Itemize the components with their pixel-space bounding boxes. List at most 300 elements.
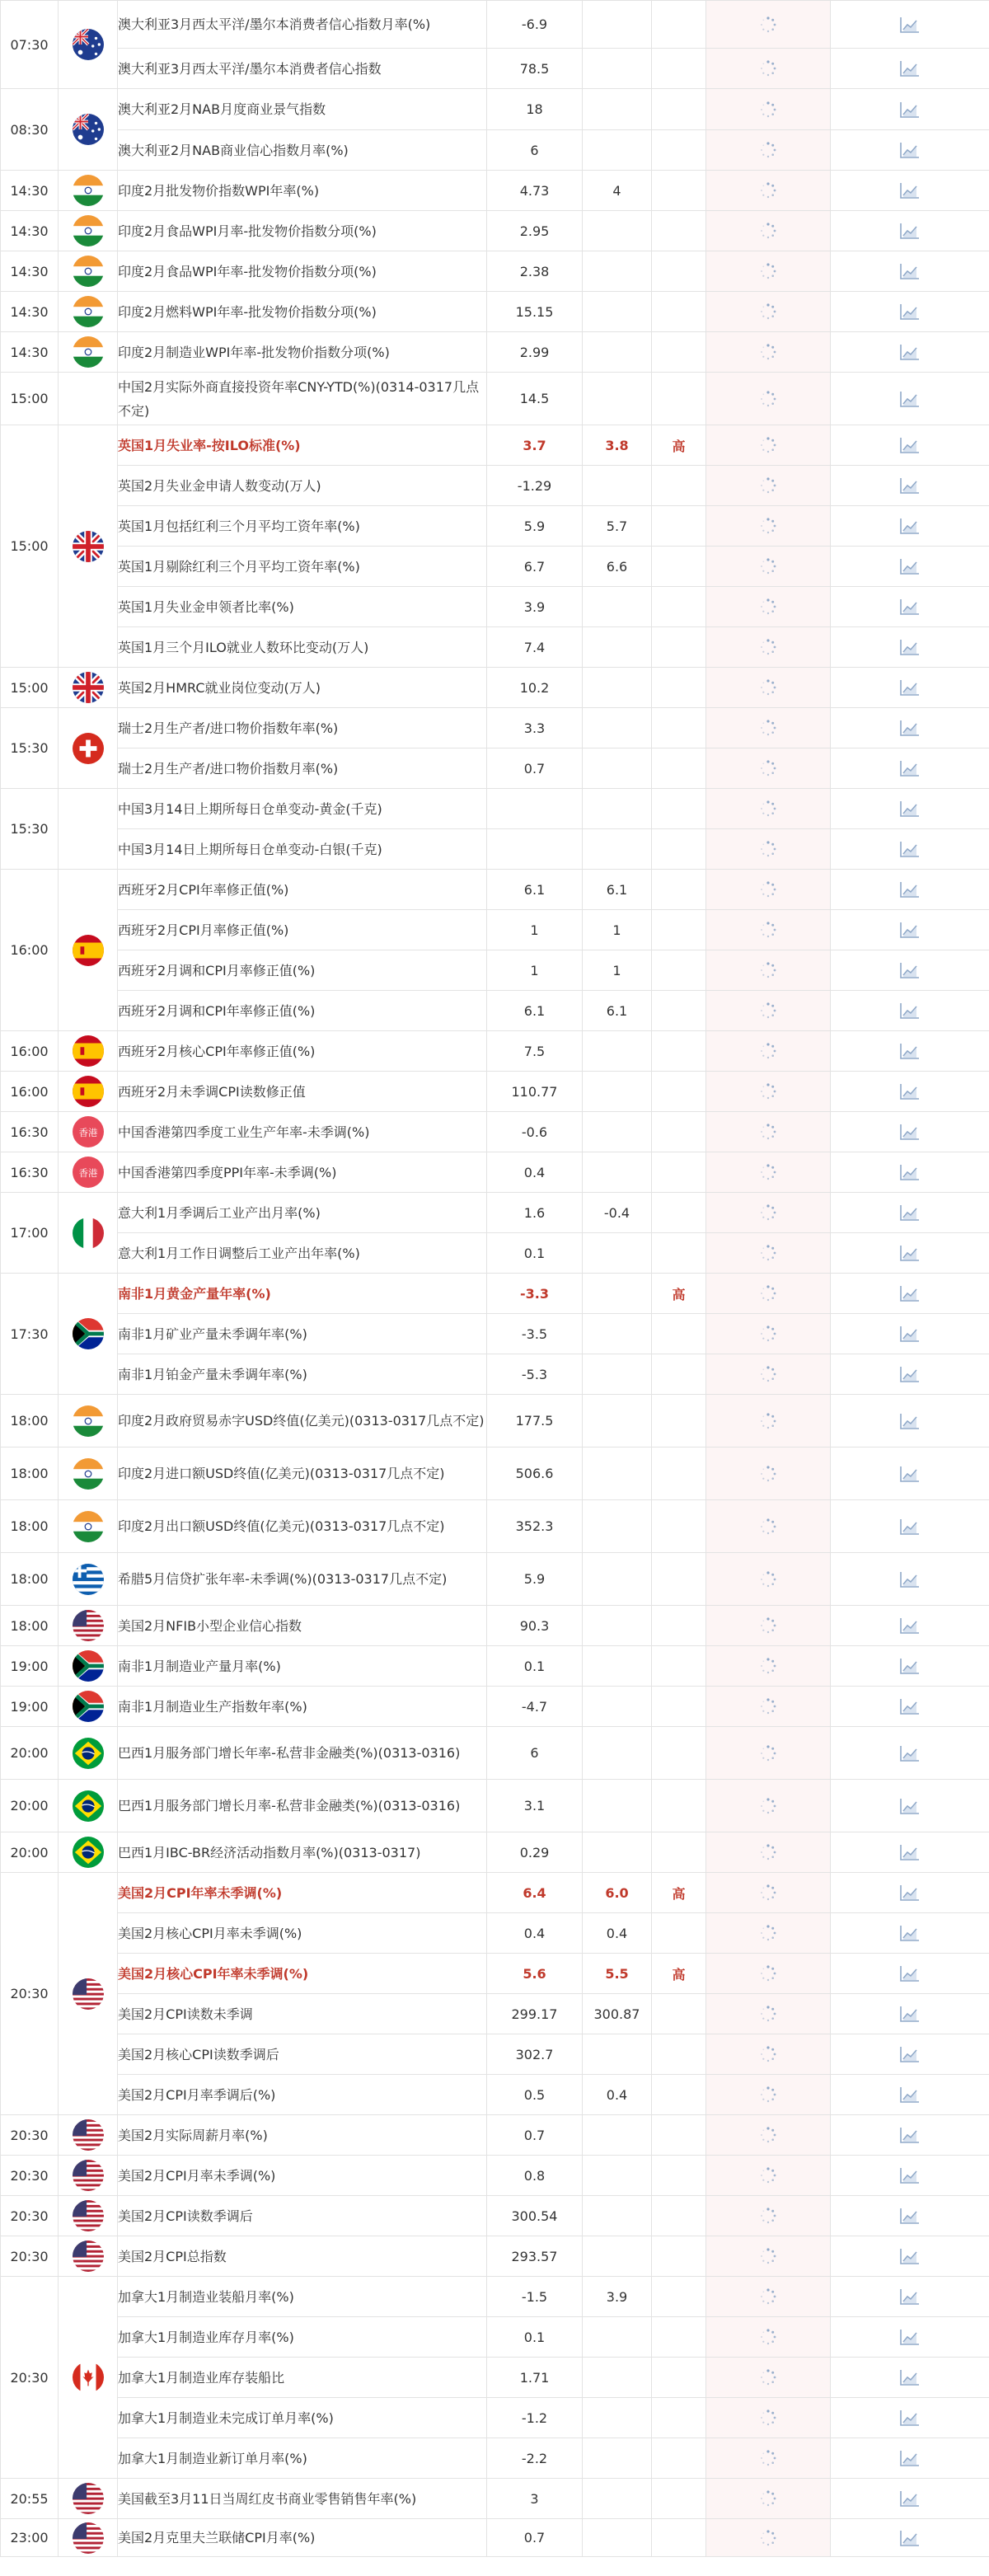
forecast-value xyxy=(583,2196,652,2236)
calendar-row xyxy=(1,1031,989,1072)
calendar-row xyxy=(1,2196,989,2236)
chart-icon[interactable] xyxy=(899,1518,921,1535)
forecast-value xyxy=(583,1152,652,1193)
country-flag-cell xyxy=(59,2196,118,2236)
country-flag-cell xyxy=(59,789,118,870)
importance-badge xyxy=(652,1152,706,1193)
australia-flag-icon xyxy=(73,114,104,145)
event-name: 南非1月黄金产量年率(%) xyxy=(118,1274,487,1314)
forecast-value xyxy=(583,1832,652,1873)
chart-icon[interactable] xyxy=(899,1617,921,1634)
chart-icon[interactable] xyxy=(899,2248,921,2264)
actual-value-cell xyxy=(706,2317,831,2358)
actual-value-cell xyxy=(706,2034,831,2075)
calendar-row xyxy=(1,1873,989,1913)
event-name: 英国1月剔除红利三个月平均工资年率(%) xyxy=(118,547,487,587)
forecast-value: 1 xyxy=(583,910,652,950)
chart-icon[interactable] xyxy=(899,922,921,938)
calendar-row xyxy=(1,2236,989,2277)
event-name: 美国2月CPI读数未季调 xyxy=(118,1994,487,2034)
chart-icon[interactable] xyxy=(899,182,921,199)
forecast-value xyxy=(583,2317,652,2358)
chart-icon[interactable] xyxy=(899,2490,921,2507)
calendar-row xyxy=(1,1233,989,1274)
event-name: 印度2月食品WPI月率-批发物价指数分项(%) xyxy=(118,211,487,251)
previous-value: -5.3 xyxy=(487,1354,583,1395)
event-name: 英国1月失业金申领者比率(%) xyxy=(118,587,487,627)
previous-value: -3.3 xyxy=(487,1274,583,1314)
chart-icon[interactable] xyxy=(899,1658,921,1674)
previous-value: 3.7 xyxy=(487,425,583,466)
chart-icon[interactable] xyxy=(899,1571,921,1588)
event-name: 南非1月制造业生产指数年率(%) xyxy=(118,1687,487,1727)
country-flag-cell xyxy=(59,1395,118,1448)
hong-kong-flag-icon xyxy=(73,1157,104,1188)
chart-icon[interactable] xyxy=(899,2450,921,2466)
chart-icon[interactable] xyxy=(899,16,921,33)
event-name: 南非1月铂金产量未季调年率(%) xyxy=(118,1354,487,1395)
calendar-row xyxy=(1,748,989,789)
forecast-value: 300.87 xyxy=(583,1994,652,2034)
importance-badge xyxy=(652,2438,706,2479)
chart-cell xyxy=(831,1314,989,1354)
forecast-value: 6.6 xyxy=(583,547,652,587)
importance-badge xyxy=(652,1727,706,1780)
country-flag-cell xyxy=(59,708,118,789)
actual-value-cell xyxy=(706,910,831,950)
chart-icon[interactable] xyxy=(899,518,921,534)
importance-badge xyxy=(652,2156,706,2196)
chart-icon[interactable] xyxy=(899,2086,921,2103)
actual-value-cell xyxy=(706,2398,831,2438)
actual-value-cell xyxy=(706,2358,831,2398)
loading-spinner-icon xyxy=(759,2086,777,2103)
event-name: 西班牙2月调和CPI月率修正值(%) xyxy=(118,950,487,991)
loading-spinner-icon xyxy=(759,1285,777,1302)
country-flag-cell xyxy=(59,2277,118,2479)
event-time: 20:30 xyxy=(1,1873,59,2115)
actual-value-cell xyxy=(706,668,831,708)
event-time: 14:30 xyxy=(1,332,59,373)
calendar-row xyxy=(1,130,989,171)
chart-icon[interactable] xyxy=(899,1326,921,1342)
chart-icon[interactable] xyxy=(899,2329,921,2345)
event-name: 西班牙2月核心CPI年率修正值(%) xyxy=(118,1031,487,1072)
chart-icon[interactable] xyxy=(899,639,921,655)
chart-cell xyxy=(831,130,989,171)
loading-spinner-icon xyxy=(759,2127,777,2143)
event-name: 西班牙2月CPI月率修正值(%) xyxy=(118,910,487,950)
chart-icon[interactable] xyxy=(899,1164,921,1180)
forecast-value xyxy=(583,1,652,49)
usa-flag-icon xyxy=(73,1610,104,1641)
importance-badge xyxy=(652,910,706,950)
actual-value-cell xyxy=(706,708,831,748)
loading-spinner-icon xyxy=(759,1245,777,1261)
loading-spinner-icon xyxy=(759,800,777,817)
chart-icon[interactable] xyxy=(899,1745,921,1762)
loading-spinner-icon xyxy=(759,101,777,118)
forecast-value xyxy=(583,627,652,668)
calendar-row xyxy=(1,668,989,708)
event-name: 巴西1月IBC-BR经济活动指数月率(%)(0313-0317) xyxy=(118,1832,487,1873)
chart-icon[interactable] xyxy=(899,1083,921,1100)
chart-icon[interactable] xyxy=(899,1285,921,1302)
loading-spinner-icon xyxy=(759,1698,777,1715)
loading-spinner-icon xyxy=(759,922,777,938)
chart-icon[interactable] xyxy=(899,2409,921,2426)
india-flag-icon xyxy=(73,256,104,287)
actual-value-cell xyxy=(706,1233,831,1274)
importance-badge xyxy=(652,748,706,789)
india-flag-icon xyxy=(73,1405,104,1437)
chart-icon[interactable] xyxy=(899,1466,921,1482)
event-time: 15:30 xyxy=(1,708,59,789)
chart-cell xyxy=(831,910,989,950)
chart-icon[interactable] xyxy=(899,1844,921,1860)
calendar-row xyxy=(1,1152,989,1193)
chart-icon[interactable] xyxy=(899,1798,921,1814)
loading-spinner-icon xyxy=(759,558,777,575)
actual-value-cell xyxy=(706,789,831,829)
event-name: 英国1月三个月ILO就业人数环比变动(万人) xyxy=(118,627,487,668)
actual-value-cell xyxy=(706,1,831,49)
previous-value: 0.7 xyxy=(487,2519,583,2557)
importance-badge xyxy=(652,1687,706,1727)
event-name: 中国香港第四季度工业生产年率-未季调(%) xyxy=(118,1112,487,1152)
chart-icon[interactable] xyxy=(899,1245,921,1261)
importance-badge xyxy=(652,2519,706,2557)
importance-badge xyxy=(652,2358,706,2398)
country-flag-cell xyxy=(59,1072,118,1112)
chart-cell xyxy=(831,829,989,870)
actual-value-cell xyxy=(706,950,831,991)
previous-value: 0.8 xyxy=(487,2156,583,2196)
event-name: 美国2月CPI读数季调后 xyxy=(118,2196,487,2236)
importance-badge xyxy=(652,1994,706,2034)
chart-cell xyxy=(831,2358,989,2398)
chart-icon[interactable] xyxy=(899,679,921,696)
actual-value-cell xyxy=(706,1994,831,2034)
italy-flag-icon xyxy=(73,1218,104,1249)
forecast-value: 5.7 xyxy=(583,506,652,547)
calendar-row xyxy=(1,2479,989,2519)
actual-value-cell xyxy=(706,2196,831,2236)
chart-icon[interactable] xyxy=(899,1366,921,1382)
chart-cell xyxy=(831,2236,989,2277)
event-name: 印度2月制造业WPI年率-批发物价指数分项(%) xyxy=(118,332,487,373)
chart-cell xyxy=(831,1954,989,1994)
calendar-row xyxy=(1,1314,989,1354)
actual-value-cell xyxy=(706,506,831,547)
importance-badge xyxy=(652,2317,706,2358)
country-flag-cell xyxy=(59,1112,118,1152)
loading-spinner-icon xyxy=(759,437,777,453)
previous-value: 352.3 xyxy=(487,1500,583,1553)
chart-icon[interactable] xyxy=(899,2288,921,2305)
india-flag-icon xyxy=(73,296,104,327)
chart-cell xyxy=(831,1994,989,2034)
svg-text:香港: 香港 xyxy=(78,1166,97,1179)
importance-badge xyxy=(652,668,706,708)
usa-flag-icon xyxy=(73,1978,104,2010)
importance-badge xyxy=(652,1112,706,1152)
importance-badge xyxy=(652,89,706,130)
forecast-value xyxy=(583,332,652,373)
importance-badge xyxy=(652,49,706,89)
chart-icon[interactable] xyxy=(899,841,921,857)
chart-icon[interactable] xyxy=(899,1884,921,1901)
chart-icon[interactable] xyxy=(899,1965,921,1982)
previous-value: 302.7 xyxy=(487,2034,583,2075)
forecast-value: 0.4 xyxy=(583,1913,652,1954)
chart-cell xyxy=(831,1448,989,1500)
previous-value: 90.3 xyxy=(487,1606,583,1646)
event-time: 20:00 xyxy=(1,1727,59,1780)
forecast-value xyxy=(583,1727,652,1780)
chart-icon[interactable] xyxy=(899,760,921,777)
calendar-row xyxy=(1,1606,989,1646)
chart-icon[interactable] xyxy=(899,263,921,279)
event-time: 20:30 xyxy=(1,2236,59,2277)
calendar-row xyxy=(1,89,989,130)
chart-icon[interactable] xyxy=(899,303,921,320)
country-flag-cell xyxy=(59,292,118,332)
chart-icon[interactable] xyxy=(899,437,921,453)
usa-flag-icon xyxy=(73,2119,104,2151)
chart-icon[interactable] xyxy=(899,477,921,494)
importance-badge xyxy=(652,1553,706,1606)
forecast-value xyxy=(583,1500,652,1553)
chart-icon[interactable] xyxy=(899,1124,921,1140)
chart-cell xyxy=(831,789,989,829)
actual-value-cell xyxy=(706,991,831,1031)
chart-cell xyxy=(831,668,989,708)
event-time: 14:30 xyxy=(1,251,59,292)
chart-icon[interactable] xyxy=(899,598,921,615)
loading-spinner-icon xyxy=(759,1571,777,1588)
chart-icon[interactable] xyxy=(899,2046,921,2062)
previous-value: 300.54 xyxy=(487,2196,583,2236)
loading-spinner-icon xyxy=(759,1617,777,1634)
india-flag-icon xyxy=(73,215,104,246)
calendar-row xyxy=(1,789,989,829)
event-time: 15:00 xyxy=(1,668,59,708)
forecast-value xyxy=(583,1395,652,1448)
event-name: 印度2月出口额USD终值(亿美元)(0313-0317几点不定) xyxy=(118,1500,487,1553)
chart-icon[interactable] xyxy=(899,558,921,575)
country-flag-cell xyxy=(59,1031,118,1072)
calendar-row xyxy=(1,1553,989,1606)
event-time: 18:00 xyxy=(1,1606,59,1646)
event-time: 17:00 xyxy=(1,1193,59,1274)
calendar-row xyxy=(1,1994,989,2034)
forecast-value: 6.1 xyxy=(583,870,652,910)
chart-icon[interactable] xyxy=(899,1698,921,1715)
event-time: 15:00 xyxy=(1,373,59,425)
chart-icon[interactable] xyxy=(899,720,921,736)
forecast-value xyxy=(583,1606,652,1646)
loading-spinner-icon xyxy=(759,182,777,199)
actual-value-cell xyxy=(706,466,831,506)
event-time: 19:00 xyxy=(1,1687,59,1727)
previous-value: 15.15 xyxy=(487,292,583,332)
event-name: 瑞士2月生产者/进口物价指数月率(%) xyxy=(118,748,487,789)
spain-flag-icon xyxy=(73,1035,104,1067)
chart-icon[interactable] xyxy=(899,60,921,77)
forecast-value xyxy=(583,1646,652,1687)
chart-icon[interactable] xyxy=(899,1002,921,1019)
event-time: 14:30 xyxy=(1,211,59,251)
country-flag-cell xyxy=(59,1873,118,2115)
forecast-value xyxy=(583,1314,652,1354)
chart-icon[interactable] xyxy=(899,881,921,898)
event-time: 18:00 xyxy=(1,1500,59,1553)
india-flag-icon xyxy=(73,175,104,206)
calendar-row xyxy=(1,627,989,668)
chart-icon[interactable] xyxy=(899,962,921,978)
previous-value: -1.29 xyxy=(487,466,583,506)
actual-value-cell xyxy=(706,829,831,870)
chart-icon[interactable] xyxy=(899,1043,921,1059)
chart-cell xyxy=(831,1832,989,1873)
country-flag-cell xyxy=(59,1606,118,1646)
chart-icon[interactable] xyxy=(899,2167,921,2184)
event-time: 16:00 xyxy=(1,1031,59,1072)
importance-badge xyxy=(652,2277,706,2317)
south-africa-flag-icon xyxy=(73,1691,104,1722)
forecast-value: 3.8 xyxy=(583,425,652,466)
previous-value: 3.1 xyxy=(487,1780,583,1832)
calendar-row xyxy=(1,1500,989,1553)
actual-value-cell xyxy=(706,1646,831,1687)
country-flag-cell xyxy=(59,425,118,668)
loading-spinner-icon xyxy=(759,2329,777,2345)
chart-icon[interactable] xyxy=(899,1925,921,1941)
calendar-row xyxy=(1,1780,989,1832)
chart-icon[interactable] xyxy=(899,101,921,118)
chart-icon[interactable] xyxy=(899,2530,921,2546)
previous-value: 1 xyxy=(487,910,583,950)
forecast-value xyxy=(583,1780,652,1832)
event-name: 美国2月实际周薪月率(%) xyxy=(118,2115,487,2156)
importance-badge xyxy=(652,1233,706,1274)
calendar-row xyxy=(1,910,989,950)
loading-spinner-icon xyxy=(759,2208,777,2224)
chart-icon[interactable] xyxy=(899,344,921,360)
forecast-value: -0.4 xyxy=(583,1193,652,1233)
importance-badge xyxy=(652,1395,706,1448)
importance-badge xyxy=(652,211,706,251)
loading-spinner-icon xyxy=(759,2530,777,2546)
actual-value-cell xyxy=(706,2075,831,2115)
importance-badge xyxy=(652,2236,706,2277)
chart-icon[interactable] xyxy=(899,2208,921,2224)
chart-icon[interactable] xyxy=(899,800,921,817)
importance-badge xyxy=(652,2479,706,2519)
event-name: 英国2月HMRC就业岗位变动(万人) xyxy=(118,668,487,708)
chart-cell xyxy=(831,1646,989,1687)
calendar-row xyxy=(1,1193,989,1233)
forecast-value xyxy=(583,1112,652,1152)
calendar-row xyxy=(1,2519,989,2557)
previous-value: 0.1 xyxy=(487,1646,583,1687)
chart-icon[interactable] xyxy=(899,223,921,239)
importance-badge xyxy=(652,2398,706,2438)
calendar-row xyxy=(1,2115,989,2156)
event-name: 西班牙2月未季调CPI读数修正值 xyxy=(118,1072,487,1112)
event-name: 意大利1月季调后工业产出月率(%) xyxy=(118,1193,487,1233)
importance-badge xyxy=(652,950,706,991)
loading-spinner-icon xyxy=(759,518,777,534)
chart-icon[interactable] xyxy=(899,2006,921,2022)
calendar-row xyxy=(1,171,989,211)
event-name: 美国2月核心CPI读数季调后 xyxy=(118,2034,487,2075)
loading-spinner-icon xyxy=(759,60,777,77)
event-time: 07:30 xyxy=(1,1,59,89)
country-flag-cell xyxy=(59,373,118,425)
importance-badge xyxy=(652,2034,706,2075)
previous-value: 5.6 xyxy=(487,1954,583,1994)
actual-value-cell xyxy=(706,1274,831,1314)
chart-icon[interactable] xyxy=(899,391,921,407)
loading-spinner-icon xyxy=(759,1658,777,1674)
chart-icon[interactable] xyxy=(899,142,921,158)
previous-value: 18 xyxy=(487,89,583,130)
actual-value-cell xyxy=(706,373,831,425)
actual-value-cell xyxy=(706,1913,831,1954)
chart-icon[interactable] xyxy=(899,1413,921,1429)
actual-value-cell xyxy=(706,89,831,130)
importance-badge xyxy=(652,627,706,668)
actual-value-cell xyxy=(706,547,831,587)
country-flag-cell xyxy=(59,1687,118,1727)
chart-icon[interactable] xyxy=(899,1204,921,1221)
previous-value: 6.4 xyxy=(487,1873,583,1913)
calendar-body xyxy=(1,1,989,2557)
event-time: 19:00 xyxy=(1,1646,59,1687)
chart-cell xyxy=(831,332,989,373)
event-time: 16:00 xyxy=(1,1072,59,1112)
chart-cell xyxy=(831,748,989,789)
previous-value: -4.7 xyxy=(487,1687,583,1727)
importance-badge xyxy=(652,373,706,425)
event-name: 意大利1月工作日调整后工业产出年率(%) xyxy=(118,1233,487,1274)
importance-badge xyxy=(652,466,706,506)
chart-cell xyxy=(831,1031,989,1072)
country-flag-cell xyxy=(59,89,118,171)
importance-badge xyxy=(652,829,706,870)
importance-badge xyxy=(652,1072,706,1112)
chart-cell xyxy=(831,2196,989,2236)
previous-value: -6.9 xyxy=(487,1,583,49)
previous-value: 0.5 xyxy=(487,2075,583,2115)
previous-value xyxy=(487,829,583,870)
actual-value-cell xyxy=(706,2156,831,2196)
importance-badge xyxy=(652,789,706,829)
actual-value-cell xyxy=(706,332,831,373)
chart-icon[interactable] xyxy=(899,2127,921,2143)
forecast-value xyxy=(583,829,652,870)
chart-icon[interactable] xyxy=(899,2369,921,2386)
forecast-value xyxy=(583,1354,652,1395)
india-flag-icon xyxy=(73,1511,104,1542)
brazil-flag-icon xyxy=(73,1837,104,1868)
chart-cell xyxy=(831,251,989,292)
event-name: 英国1月失业率-按ILO标准(%) xyxy=(118,425,487,466)
calendar-row xyxy=(1,1072,989,1112)
loading-spinner-icon xyxy=(759,142,777,158)
